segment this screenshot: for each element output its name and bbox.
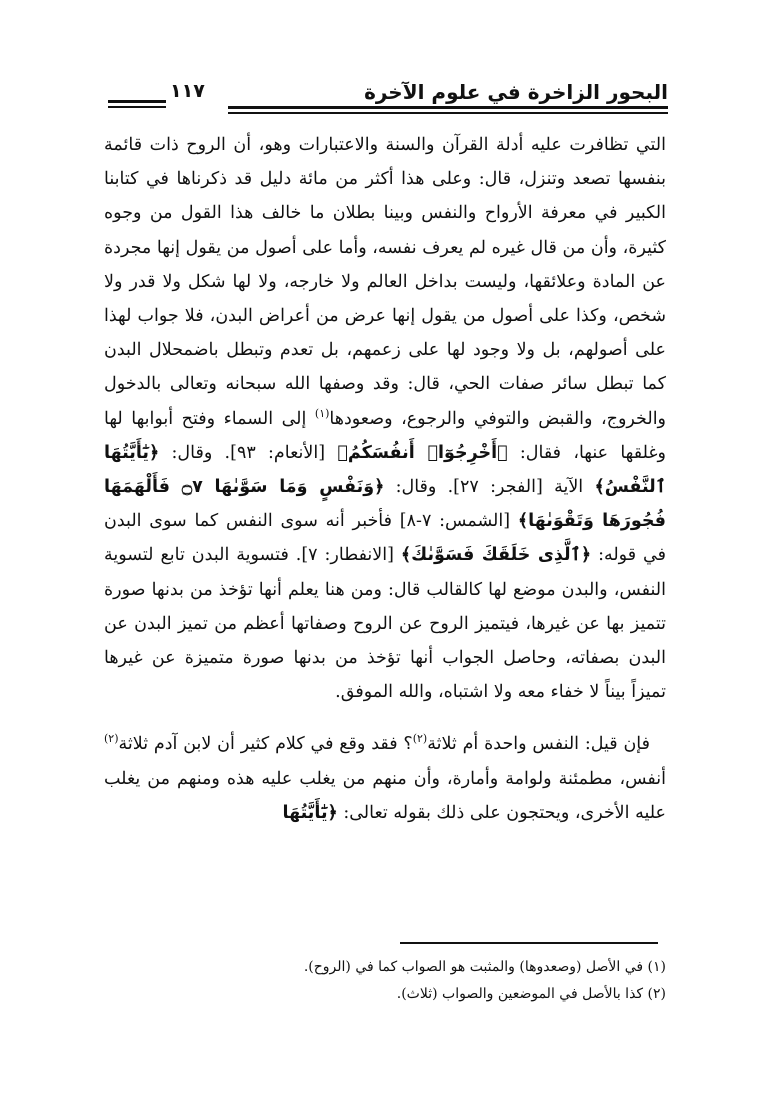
text-run: [الأنعام: ٩٣]. وقال: [159,442,338,463]
header-rule-main-thick [228,106,668,109]
quran-quote: ﴿ٱلَّذِى خَلَقَكَ فَسَوَّىٰكَ﴾ [400,545,592,566]
footnotes [104,954,666,1008]
paragraph-2 [104,727,666,830]
header-rule-left-thin [108,106,166,108]
text-run: فإن قيل: النفس واحدة أم ثلاثة [427,734,651,755]
text-run: [الانفطار: ٧]. فتسوية البدن تابع لتسوية النفس، والبدن موضع لها كالقالب قال: ومن هنا يعلم أنها تؤخذ من بدنها صورة تتميز بها عن غيرها، فيتميز الروح عن الروح وصفاتها أعظم من تميز البدن عن البدن بصفاته، وحاصل الجواب أنها تؤخذ من بدنها صورة متميزة عن غيرها تميزاً بيناً لا خفاء معه ولا اشتباه، والله الموفق. [104,545,666,703]
text-run: التي تظافرت عليه أدلة القرآن والسنة والاعتبارات وهو، أن الروح ذات قائمة بنفسها تصعد وتنزل، قال: وعلى هذا أكثر من مائة دليل قد ذكرناها في كتابنا الكبير في معرفة الأرواح والنفس وبينا بطلان ما خالف هذا القول من وجوه كثيرة، وأن من قال غيره لم يعرف نفسه، وأما على أصول من يقول إنها مجردة عن المادة وعلائقها، وليست بداخل العالم ولا خارجه، ولا لها شكل ولا قدر ولا شخص، وكذا على أصول من يقول إنها عرض من أعراض البدن، فلا جواب لهذا على أصولهم، بل ولا وجود لها على زعمهم، بل تعدم وتبطل باضمحلال البدن كما تبطل سائر صفات الحي، قال: وقد وصفها الله سبحانه وتعالى بالدخول والخروج، والقبض والتوفي والرجوع، وصعودها [104,135,667,429]
footnote-2: (٢) كذا بالأصل في الموضعين والصواب (ثلاث). [396,986,666,1002]
quran-quote: ﴿يَٰٓأَيَّتُهَا [282,802,338,823]
paragraph-1 [104,128,666,709]
footnote-ref-2: (٢) [412,732,428,746]
running-header [108,78,668,112]
header-rule-main-thin [228,112,668,114]
quran-quote: ﴿أَخْرِجُوٓا۟ أَنفُسَكُمُ﴾ [337,442,508,463]
quran-quote: ﴿يَٰٓأَيَّتُهَا ٱلنَّفْسُ﴾ [104,442,666,498]
quran-quote: ﴿وَنَفْسٍ وَمَا سَوَّىٰهَا ۝٧ فَأَلْهَمَهَا فُجُورَهَا وَتَقْوَىٰهَا﴾ [104,477,666,532]
footnote-ref-1: (١) [314,406,330,420]
text-run: إلى السماء وفتح أبوابها لها وغلقها عنها، فقال: [104,408,667,463]
header-title: البحور الزاخرة في علوم الآخرة [364,80,668,104]
text-run: [الشمس: ٧-٨] فأخبر أنه سوى النفس كما سوى البدن في قوله: [104,511,666,566]
text-run: أنفس، مطمئنة ولوامة وأمارة، وأن منهم من يغلب عليه هذه ومنهم من يغلب عليه الأخرى، ويحتجون على ذلك بقوله تعالى: [104,768,666,823]
text-run: ؟ فقد وقع في كلام كثير أن لابن آدم ثلاثة [118,734,413,755]
text-run: الآية [الفجر: ٢٧]. وقال: [384,477,595,498]
footnote-separator [400,942,658,944]
footnote-ref-2b: (٢) [104,732,119,746]
header-rule-left-thick [108,100,166,103]
page-number: ١١٧ [170,80,205,102]
footnote-1: (١) في الأصل (وصعدوها) والمثبت هو الصواب كما في (الروح). [303,959,666,975]
body-text [104,128,666,830]
